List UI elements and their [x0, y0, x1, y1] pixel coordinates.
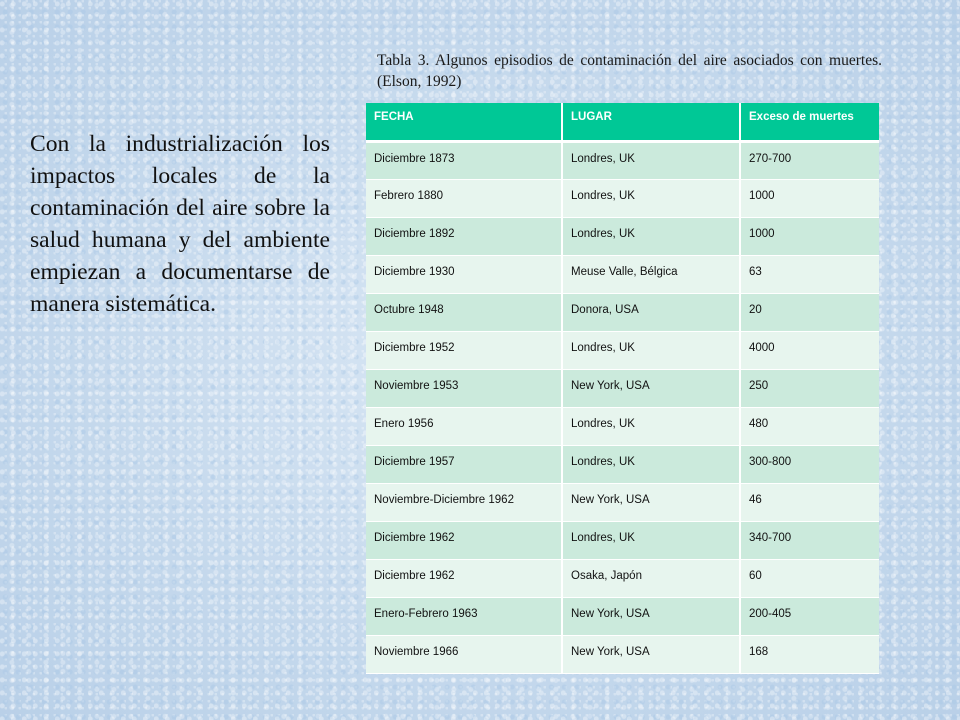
cell-exceso-de-muertes: 46 — [740, 483, 879, 521]
header-fecha: FECHA — [366, 103, 562, 141]
table-row — [366, 521, 879, 559]
cell-fecha: Octubre 1948 — [366, 293, 562, 331]
table-row — [366, 293, 879, 331]
table-row — [366, 179, 879, 217]
table-row — [366, 635, 879, 673]
cell-fecha: Noviembre 1966 — [366, 635, 562, 673]
cell-lugar: New York, USA — [562, 635, 740, 673]
cell-lugar: Londres, UK — [562, 179, 740, 217]
cell-lugar: Londres, UK — [562, 521, 740, 559]
cell-exceso-de-muertes: 200-405 — [740, 597, 879, 635]
cell-exceso-de-muertes: 20 — [740, 293, 879, 331]
cell-fecha: Diciembre 1957 — [366, 445, 562, 483]
cell-exceso-de-muertes: 300-800 — [740, 445, 879, 483]
body-paragraph: Con la industrialización los impactos locales de la contaminación del aire sobre la salud humana y del ambiente empiezan a documentarse de manera sistemática. — [30, 131, 330, 317]
cell-exceso-de-muertes: 1000 — [740, 179, 879, 217]
cell-fecha: Diciembre 1962 — [366, 521, 562, 559]
table-row — [366, 369, 879, 407]
cell-exceso-de-muertes: 1000 — [740, 217, 879, 255]
cell-exceso-de-muertes: 340-700 — [740, 521, 879, 559]
table-body — [366, 141, 879, 673]
cell-fecha: Diciembre 1952 — [366, 331, 562, 369]
table-row — [366, 217, 879, 255]
cell-lugar: Osaka, Japón — [562, 559, 740, 597]
cell-lugar: New York, USA — [562, 483, 740, 521]
cell-lugar: Londres, UK — [562, 445, 740, 483]
cell-lugar: Meuse Valle, Bélgica — [562, 255, 740, 293]
cell-exceso-de-muertes: 168 — [740, 635, 879, 673]
header-exceso-de-muertes: Exceso de muertes — [740, 103, 879, 141]
cell-fecha: Enero-Febrero 1963 — [366, 597, 562, 635]
cell-exceso-de-muertes: 270-700 — [740, 141, 879, 179]
cell-fecha: Diciembre 1873 — [366, 141, 562, 179]
cell-fecha: Noviembre 1953 — [366, 369, 562, 407]
episodes-table — [366, 103, 879, 674]
table-row — [366, 141, 879, 179]
table-row — [366, 597, 879, 635]
table-row — [366, 407, 879, 445]
cell-exceso-de-muertes: 60 — [740, 559, 879, 597]
cell-lugar: Londres, UK — [562, 141, 740, 179]
cell-fecha: Diciembre 1962 — [366, 559, 562, 597]
cell-exceso-de-muertes: 250 — [740, 369, 879, 407]
table-caption: Tabla 3. Algunos episodios de contaminación del aire asociados con muertes. (Elson, 1992) — [377, 52, 882, 90]
table-row — [366, 331, 879, 369]
cell-lugar: Londres, UK — [562, 407, 740, 445]
cell-exceso-de-muertes: 63 — [740, 255, 879, 293]
table-header-row — [366, 103, 879, 141]
cell-fecha: Diciembre 1930 — [366, 255, 562, 293]
cell-lugar: Londres, UK — [562, 217, 740, 255]
header-lugar: LUGAR — [562, 103, 740, 141]
table-row — [366, 445, 879, 483]
table-row — [366, 559, 879, 597]
cell-exceso-de-muertes: 4000 — [740, 331, 879, 369]
cell-fecha: Diciembre 1892 — [366, 217, 562, 255]
cell-lugar: New York, USA — [562, 369, 740, 407]
cell-lugar: New York, USA — [562, 597, 740, 635]
cell-lugar: Londres, UK — [562, 331, 740, 369]
cell-fecha: Febrero 1880 — [366, 179, 562, 217]
table-row — [366, 483, 879, 521]
cell-fecha: Noviembre-Diciembre 1962 — [366, 483, 562, 521]
cell-lugar: Donora, USA — [562, 293, 740, 331]
cell-exceso-de-muertes: 480 — [740, 407, 879, 445]
table-row — [366, 255, 879, 293]
cell-fecha: Enero 1956 — [366, 407, 562, 445]
